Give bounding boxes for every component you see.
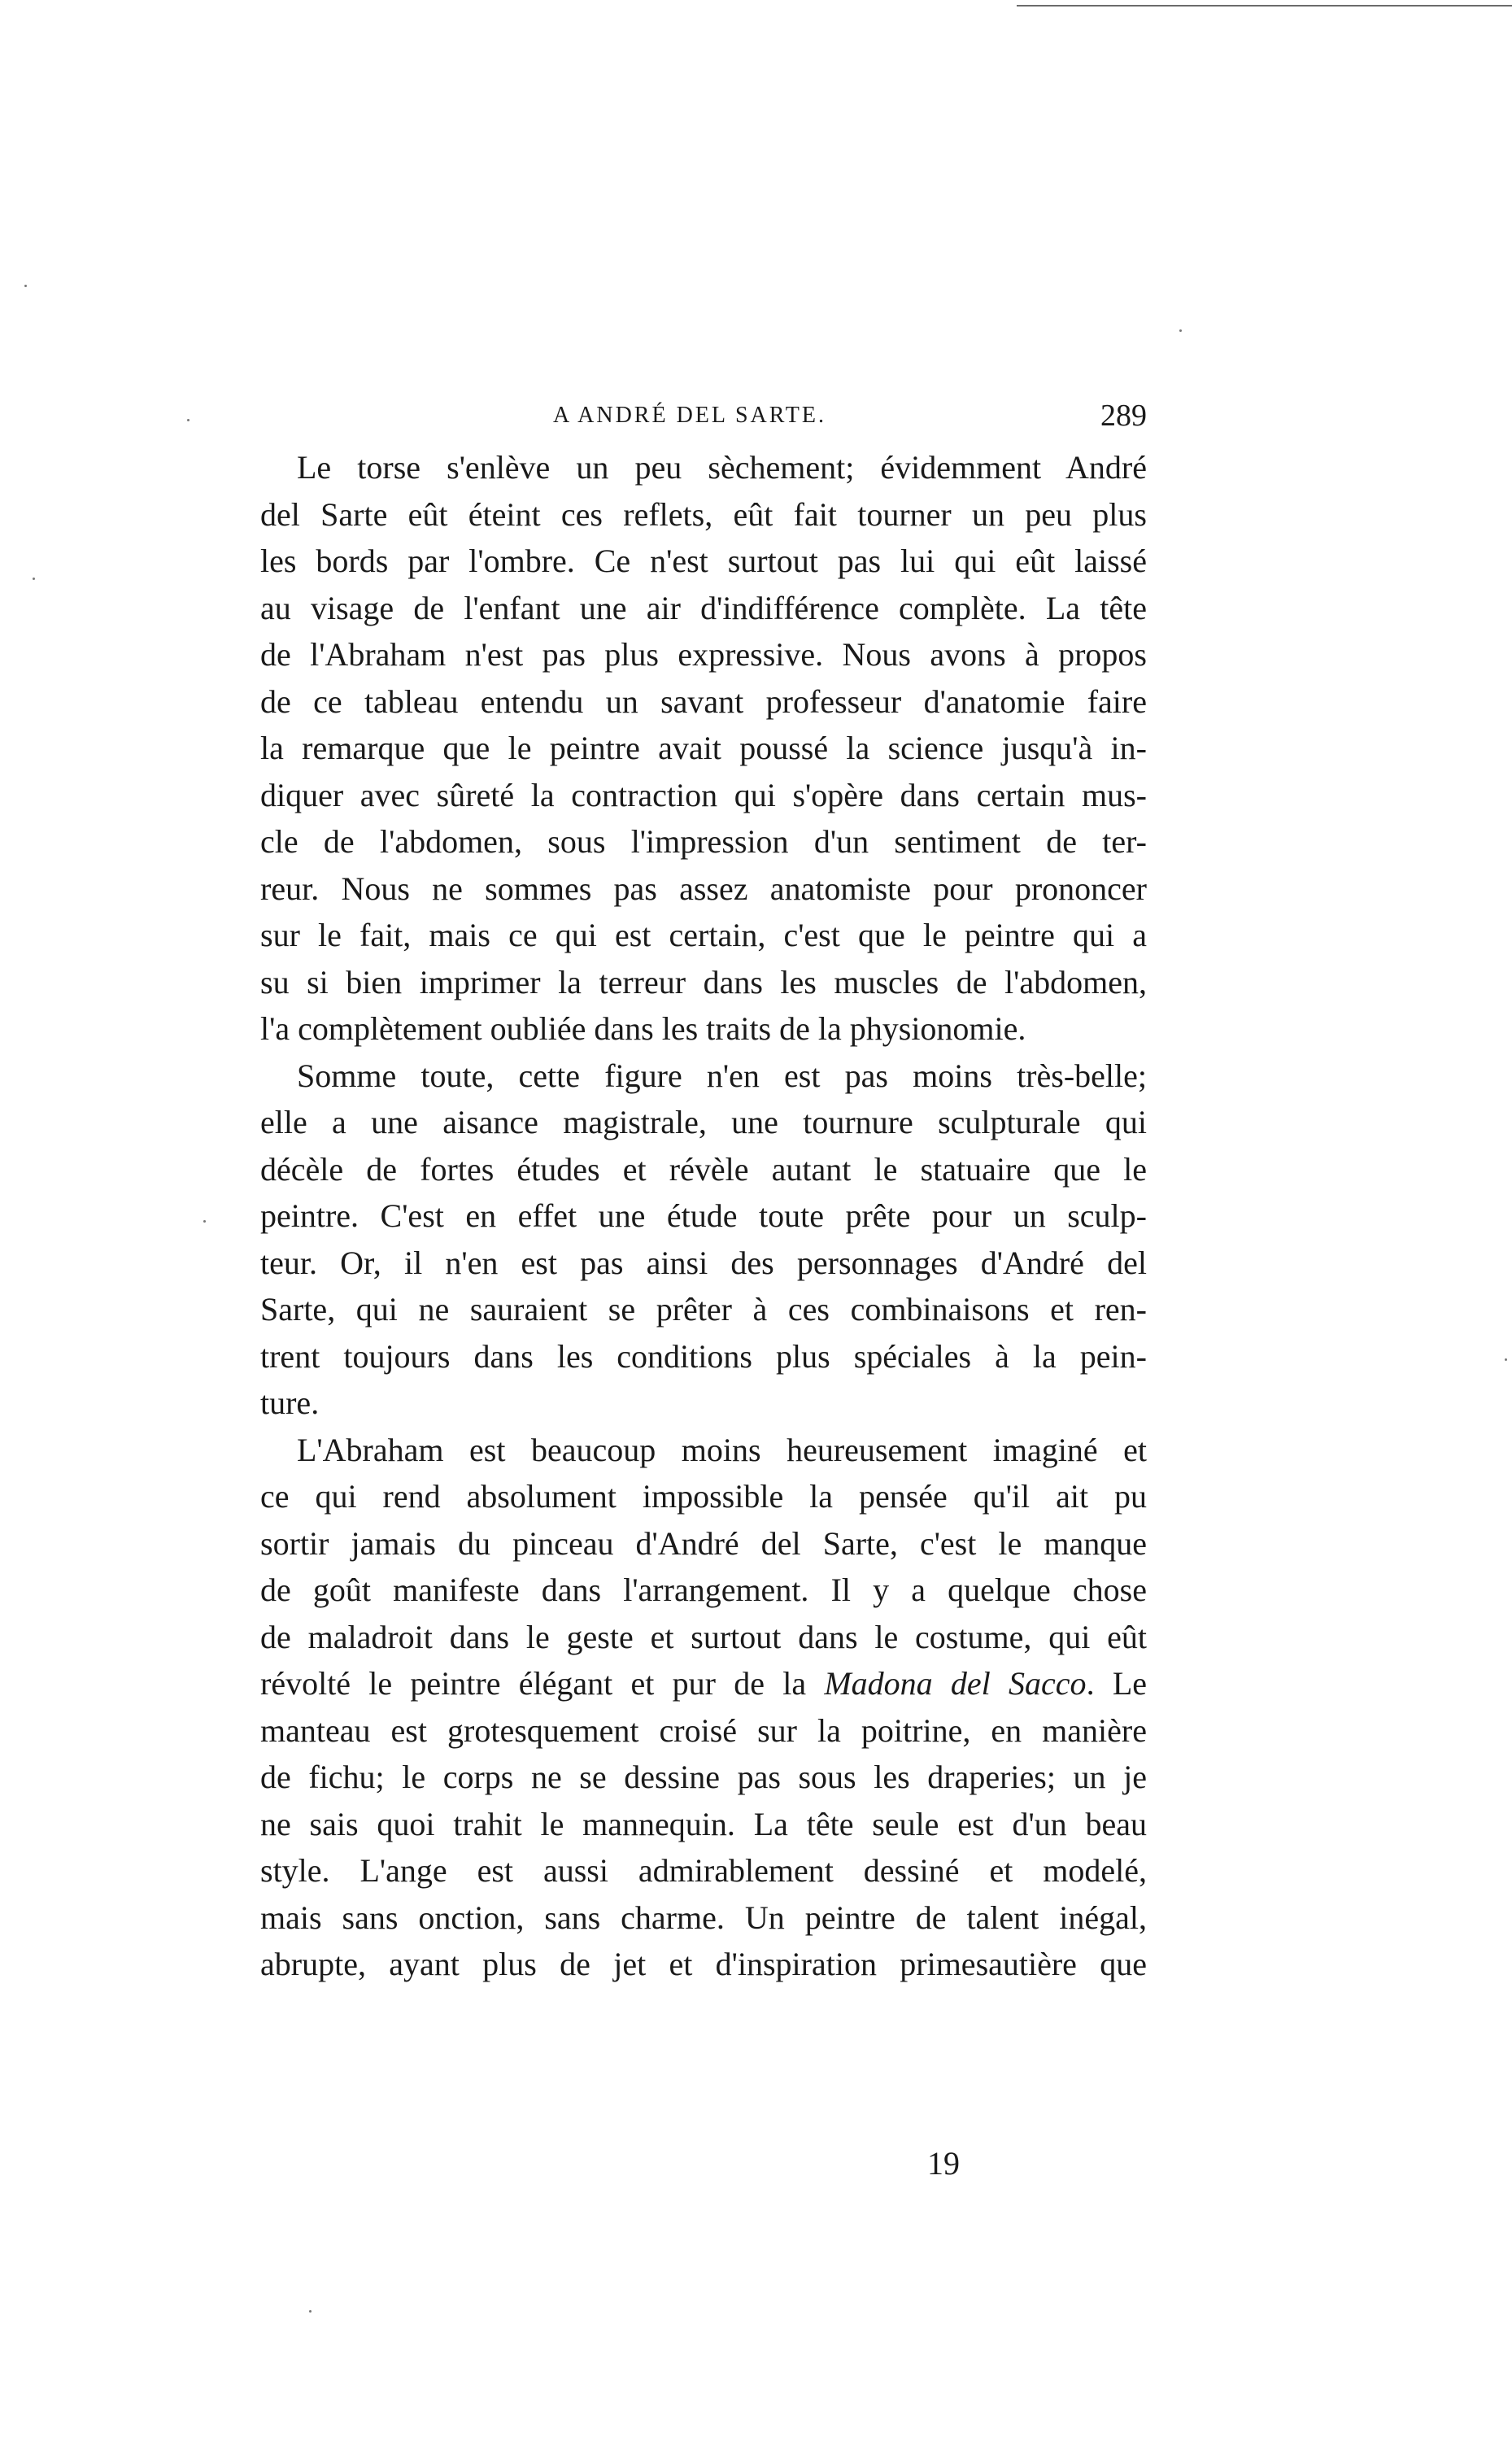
text-line: ce qui rend absolument impossible la pensée qu'il ait pu <box>260 1478 1147 1515</box>
running-title: A ANDRÉ DEL SARTE. <box>553 403 826 428</box>
text-line-with-title <box>260 1660 1147 1707</box>
text-line: sortir jamais du pinceau d'André del Sarte, c'est le manque <box>260 1524 1147 1562</box>
text-line: manteau est grotesquement croisé sur la poitrine, en manière <box>260 1711 1147 1749</box>
text-line: Somme toute, cette figure n'en est pas moins très-belle; <box>297 1057 1147 1094</box>
text-line: sur le fait, mais ce qui est certain, c'est que le peintre qui a <box>260 917 1147 953</box>
paper-speck <box>203 1220 206 1223</box>
text-segment: révolté le peintre élégant et pur de la <box>260 1665 825 1702</box>
text-line: style. L'ange est aussi admirablement dessiné et modelé, <box>260 1852 1147 1889</box>
body-text <box>260 444 1147 1988</box>
text-line: de ce tableau entendu un savant professeur d'anatomie faire <box>260 682 1147 720</box>
text-line: mais sans onction, sans charme. Un peintre de talent inégal, <box>260 1899 1147 1936</box>
text-line: peintre. C'est en effet une étude toute prête pour un sculp- <box>260 1197 1147 1234</box>
text-line: L'Abraham est beaucoup moins heureusement imaginé et <box>297 1431 1147 1468</box>
text-line: de fichu; le corps ne se dessine pas sous les draperies; un je <box>260 1759 1147 1795</box>
text-line: Le torse s'enlève un peu sèchement; évidemment André <box>297 449 1147 486</box>
running-head <box>260 397 1147 434</box>
text-line: de l'Abraham n'est pas plus expressive. Nous avons à propos <box>260 636 1147 673</box>
text-line: trent toujours dans les conditions plus spéciales à la pein- <box>260 1337 1147 1375</box>
top-border-rule <box>1017 5 1512 7</box>
text-line: teur. Or, il n'en est pas ainsi des personnages d'André del <box>260 1244 1147 1281</box>
text-line: la remarque que le peintre avait poussé la science jusqu'à in- <box>260 730 1147 766</box>
text-line: diquer avec sûreté la contraction qui s'opère dans certain mus- <box>260 776 1147 813</box>
text-line: au visage de l'enfant une air d'indifférence complète. La tête <box>260 589 1147 626</box>
text-segment: . Le <box>1086 1665 1148 1702</box>
text-line: les bords par l'ombre. Ce n'est surtout pas lui qui eût laissé <box>260 543 1147 579</box>
paper-speck <box>1505 1358 1507 1361</box>
text-line: décèle de fortes études et révèle autant le statuaire que le <box>260 1150 1147 1188</box>
text-line: cle de l'abdomen, sous l'impression d'un sentiment de ter- <box>260 823 1147 860</box>
text-line: reur. Nous ne sommes pas assez anatomiste pour prononcer <box>260 870 1147 907</box>
paper-speck <box>1179 329 1182 332</box>
painting-title: Madona del Sacco <box>824 1665 1087 1702</box>
paper-speck <box>24 285 27 287</box>
text-line: Sarte, qui ne sauraient se prêter à ces combinaisons et ren- <box>260 1291 1147 1327</box>
signature-mark: 19 <box>927 2145 960 2182</box>
paper-speck <box>187 419 190 421</box>
paper-speck <box>33 578 35 580</box>
paper-speck <box>309 2310 312 2313</box>
text-line: l'a complètement oubliée dans les traits de la physionomie. <box>260 1010 1026 1047</box>
text-line: ne sais quoi trahit le mannequin. La tête seule est d'un beau <box>260 1805 1147 1842</box>
page-number: 289 <box>1100 399 1147 433</box>
text-line: de maladroit dans le geste et surtout dans le costume, qui eût <box>260 1618 1147 1655</box>
text-line: abrupte, ayant plus de jet et d'inspiration primesautière que <box>260 1946 1147 1982</box>
text-line: ture. <box>260 1384 320 1421</box>
text-line: del Sarte eût éteint ces reflets, eût fait tourner un peu plus <box>260 495 1147 533</box>
text-line: elle a une aisance magistrale, une tournure sculpturale qui <box>260 1104 1147 1140</box>
text-line: de goût manifeste dans l'arrangement. Il y a quelque chose <box>260 1572 1147 1608</box>
text-line: su si bien imprimer la terreur dans les muscles de l'abdomen, <box>260 963 1147 1001</box>
